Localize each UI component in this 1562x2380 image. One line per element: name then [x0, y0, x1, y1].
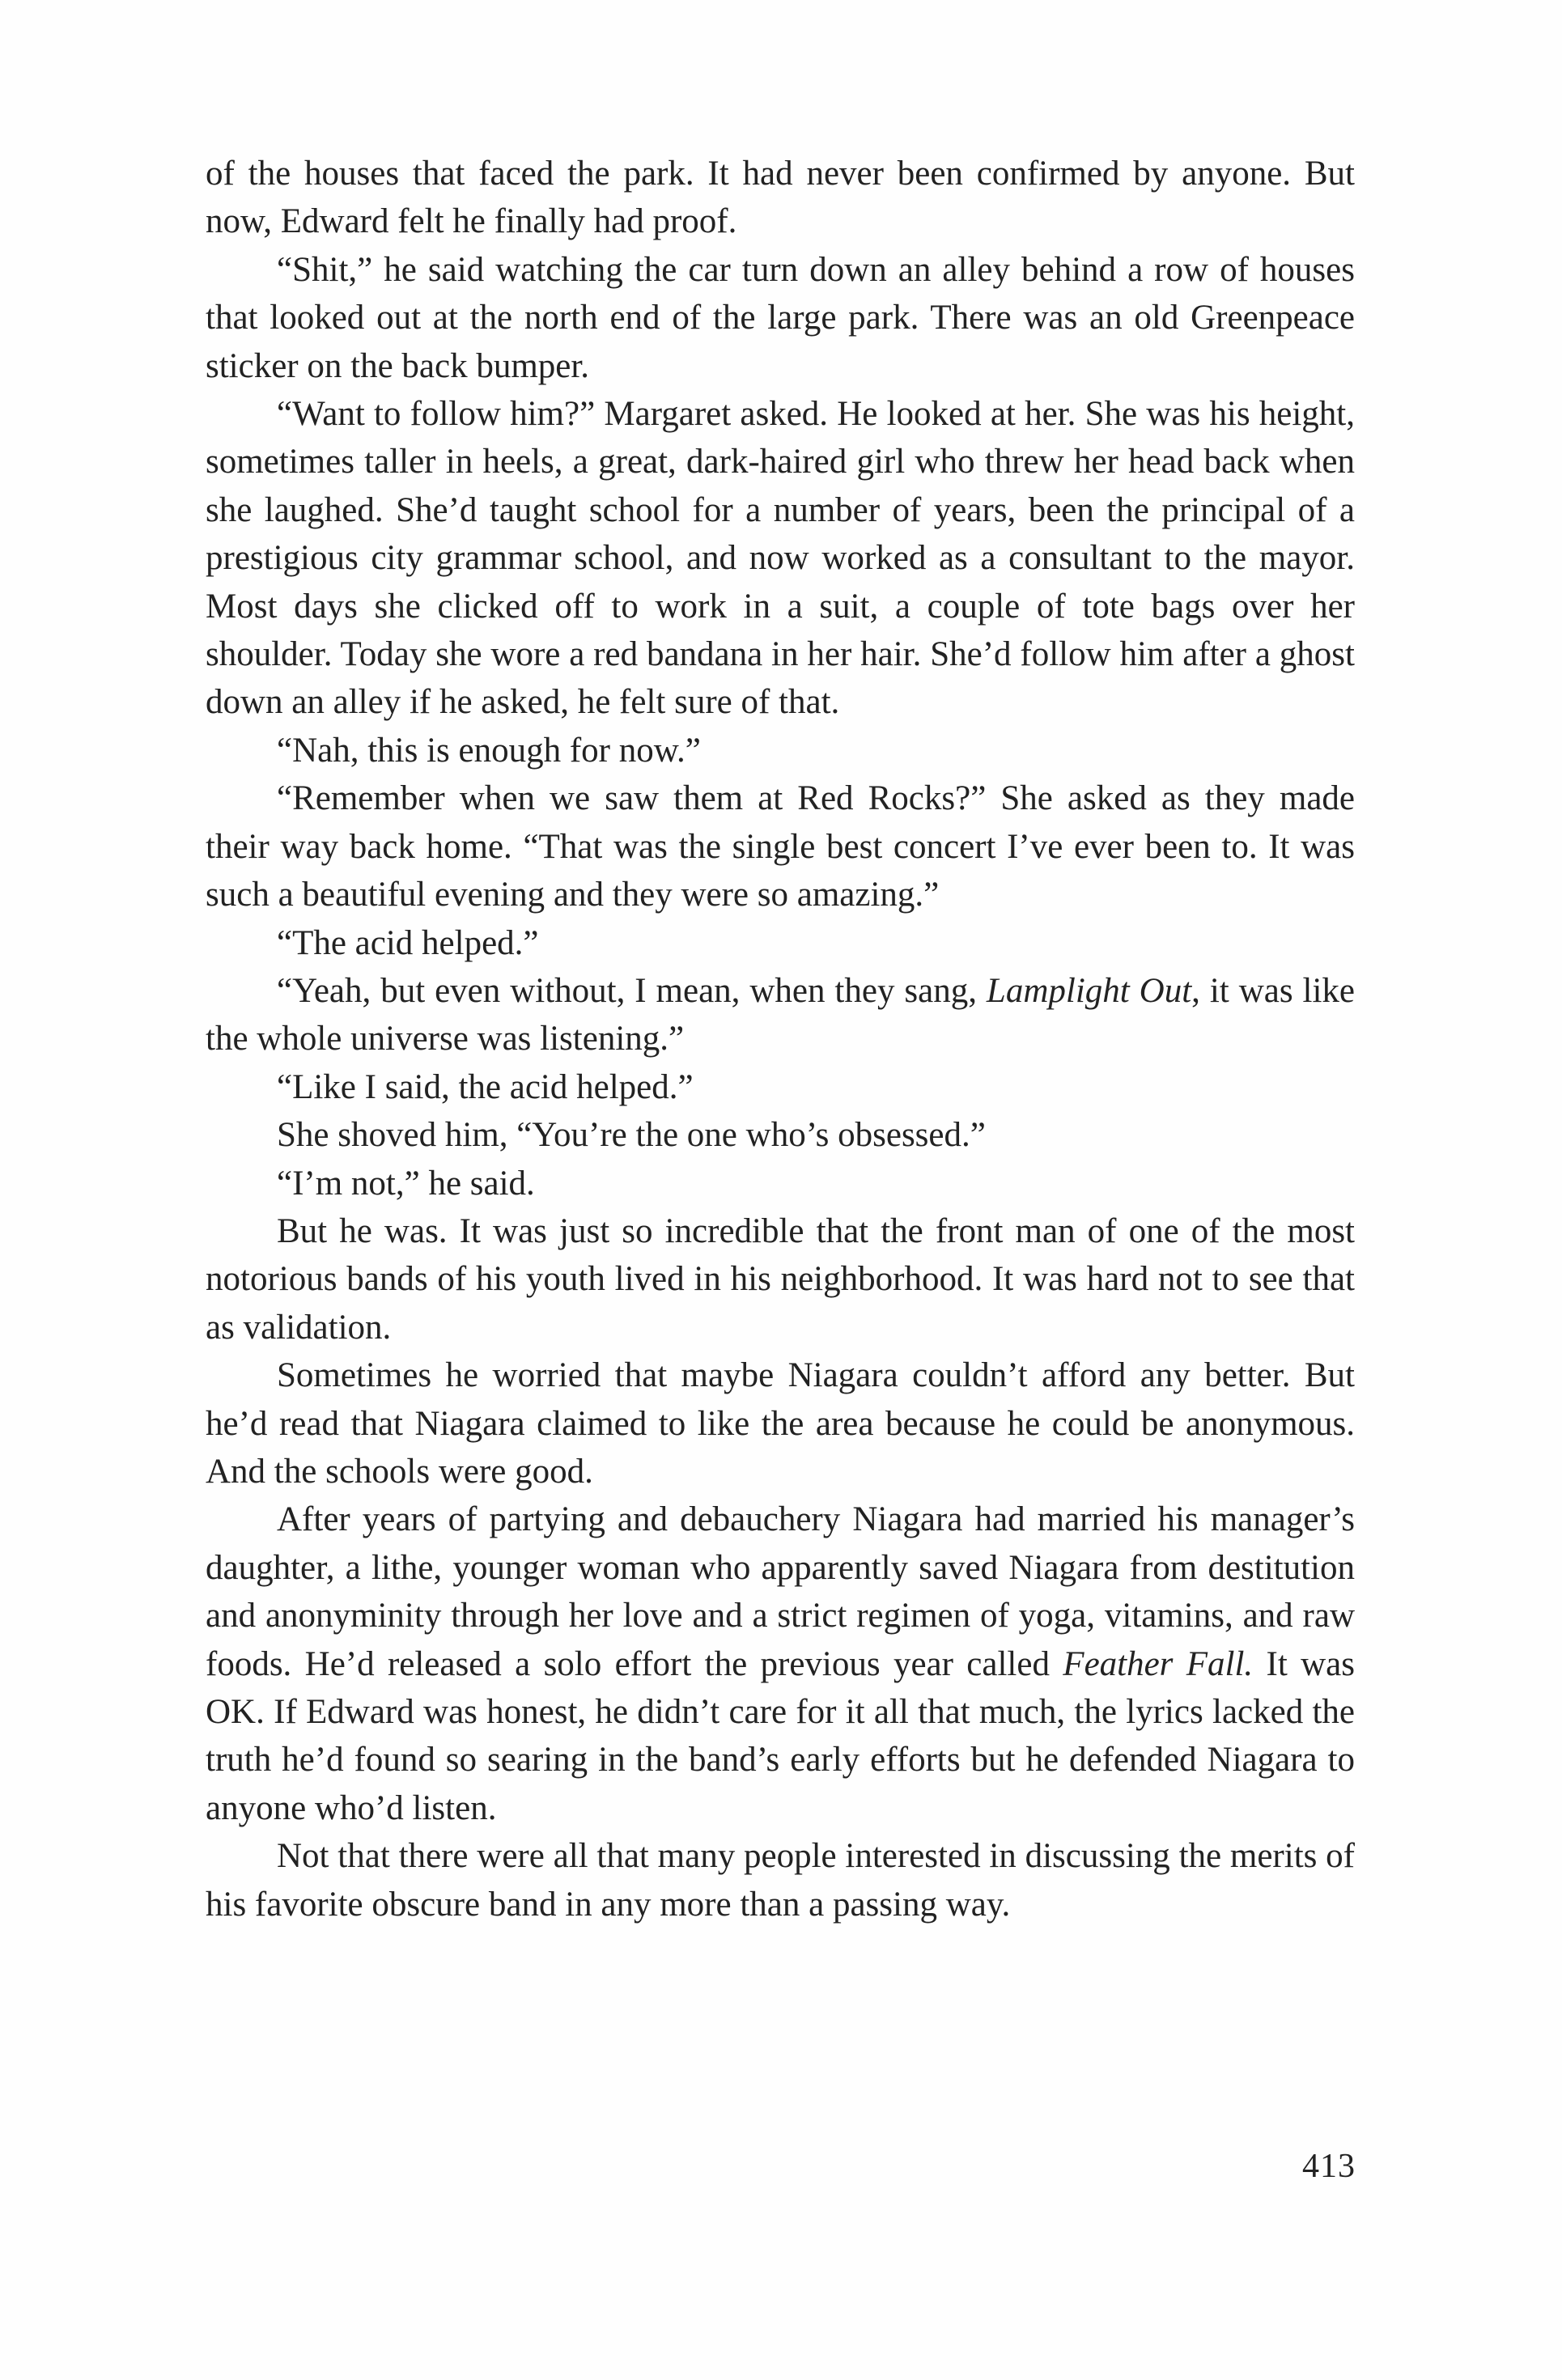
paragraph: “I’m not,” he said. [277, 1164, 535, 1203]
paragraph: “The acid helped.” [277, 923, 539, 962]
paragraph: of the houses that faced the park. It had never been confirmed by anyone. But now, Edward felt he finally had proof. [206, 155, 1355, 241]
paragraph: “Nah, this is enough for now.” [277, 731, 701, 770]
paragraph: After years of partying and debauchery Niagara had married his manager’s daughter, a lithe, younger woman who apparently saved Niagara from destitution and anonyminity through her love and a strict regimen of yoga, vitamins, and raw foods. He’d released a solo effort the previous year called Feather Fall. It was OK. If Edward was honest, he didn’t care for it all that much, the lyrics lacked the truth he’d found so searing in the band’s early efforts but he defended Niagara to anyone who’d listen. [206, 1500, 1356, 1827]
paragraph: “Like I said, the acid helped.” [277, 1067, 694, 1106]
paragraph: “Shit,” he said watching the car turn down an alley behind a row of houses that looked out at the north end of the large park. There was an old Greenpeace sticker on the back bumper. [206, 250, 1355, 385]
song-title: Lamplight Out [986, 971, 1192, 1010]
paragraph: But he was. It was just so incredible that the front man of one of the most notorious bands of his youth lived in his neighborhood. It was hard not to see that as validation. [206, 1211, 1355, 1347]
paragraph: “Remember when we saw them at Red Rocks?” She asked as they made their way back home. “That was the single best concert I’ve ever been to. It was such a beautiful evening and they were so amazing.” [206, 779, 1355, 914]
paragraph: Sometimes he worried that maybe Niagara couldn’t afford any better. But he’d read that Niagara claimed to like the area because he could be anonymous. And the schools were good. [206, 1356, 1355, 1491]
paragraph: “Want to follow him?” Margaret asked. He looked at her. She was his height, sometimes taller in heels, a great, dark-haired girl who threw her head back when she laughed. She’d taught school for a number of years, been the principal of a prestigious city grammar school, and now worked as a consultant to the mayor. Most days she clicked off to work in a suit, a couple of tote bags over her shoulder. Today she wore a red bandana in her hair. She’d follow him after a ghost down an alley if he asked, he felt sure of that. [206, 395, 1355, 722]
paragraph: Not that there were all that many people interested in discussing the merits of his favorite obscure band in any more than a passing way. [206, 1837, 1355, 1924]
body-text [206, 150, 1355, 1928]
paragraph: She shoved him, “You’re the one who’s obsessed.” [277, 1116, 986, 1155]
paragraph: “Yeah, but even without, I mean, when they sang, Lamplight Out, it was like the whole universe was listening.” [206, 971, 1355, 1058]
album-title: Feather Fall. [1063, 1644, 1254, 1683]
page-number: 413 [1302, 2148, 1356, 2185]
